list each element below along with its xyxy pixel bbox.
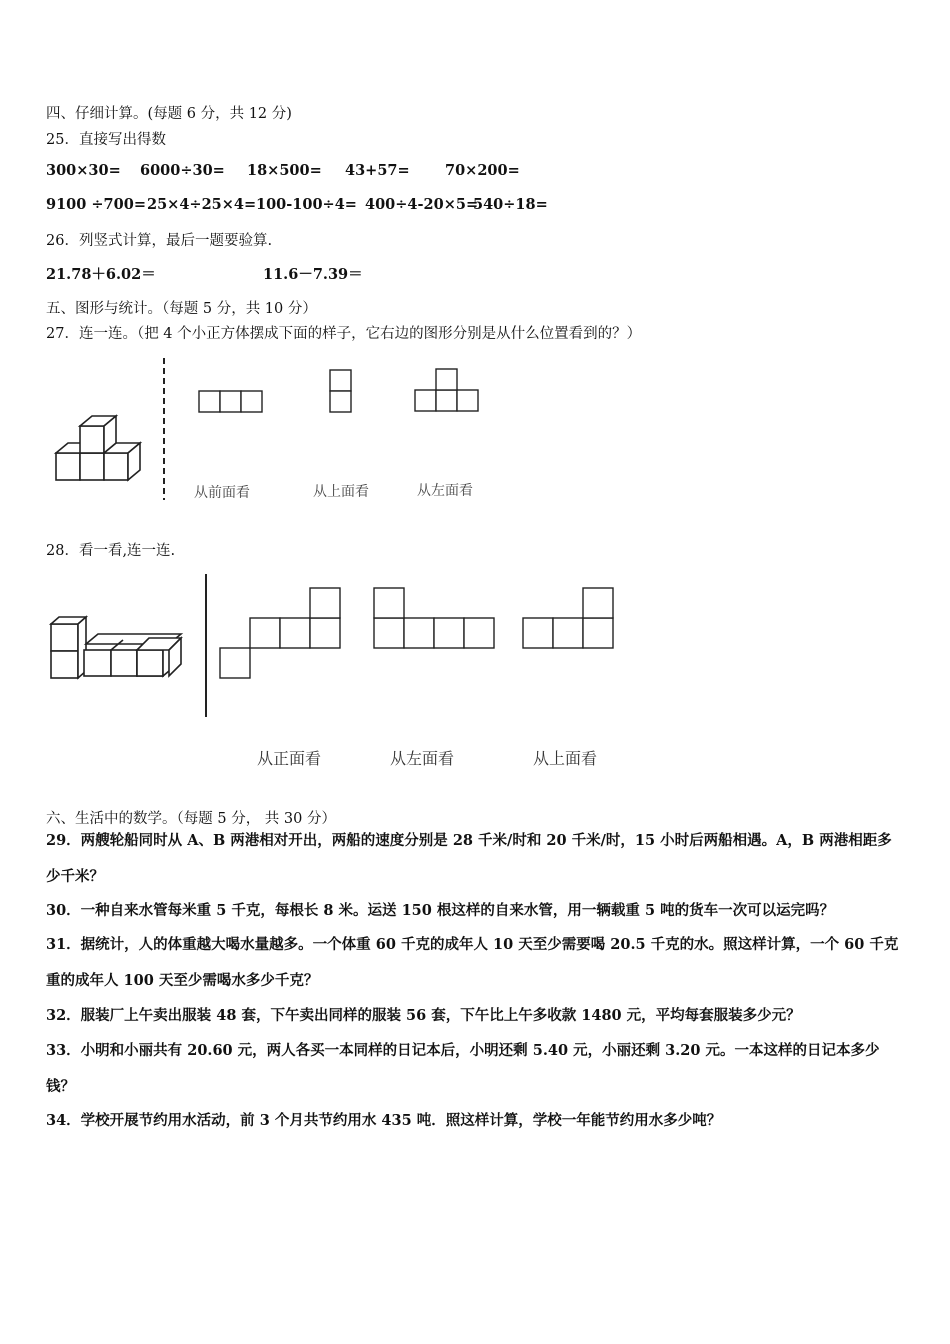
- calc-item: 300×30=: [46, 162, 121, 179]
- cube-row-drawing: [51, 617, 181, 678]
- question-25: 25．直接写出得数: [46, 132, 166, 148]
- question-34: 34．学校开展节约用水活动，前 3 个月共节约用水 435 吨．照这样计算，学校一年能节约用水多少吨？: [46, 1112, 722, 1129]
- question-32: 32．服装厂上午卖出服装 48 套，下午卖出同样的服装 56 套，下午比上午多收款 1480 元，平均每套服装多少元？: [46, 1007, 801, 1024]
- section4-heading: 四、仔细计算。(每题 6 分，共 12 分): [46, 106, 292, 122]
- calc-item: 43+57=: [345, 162, 410, 179]
- calc-item: 400÷4-20×5=: [365, 196, 479, 213]
- calc-item: 9100 ÷700=: [46, 196, 146, 213]
- q28-caption-front: 从正面看: [257, 749, 322, 768]
- question-26: 26．列竖式计算，最后一题要验算.: [46, 233, 273, 249]
- question-28: 28．看一看,连一连.: [46, 543, 176, 559]
- view-front-three-row: [199, 391, 262, 412]
- question-31: 31．据统计，人的体重越大喝水量越多。一个体重 60 千克的成年人 10 天至少需要喝 20.5 千克的水。照这样计算，一个 60 千克重的成年人 100 天至少需喝水多少千克？: [46, 936, 899, 989]
- view-staircase: [220, 588, 340, 678]
- section6-heading: 六、生活中的数学。（每题 5 分， 共 30 分）: [46, 811, 336, 827]
- calc-item: 25×4÷25×4=: [147, 196, 257, 213]
- vertical-calc-item: 21.78＋6.02＝: [46, 266, 156, 283]
- section5-heading: 五、图形与统计。（每题 5 分，共 10 分）: [46, 301, 317, 317]
- calc-item: 6000÷30=: [140, 162, 225, 179]
- view-two-stacked: [330, 370, 351, 412]
- calc-item: 70×200=: [445, 162, 520, 179]
- view-l-shape: [374, 588, 494, 648]
- calc-item: 100-100÷4=: [256, 196, 357, 213]
- view-reverse-l-shape: [523, 588, 613, 648]
- question-33: 33．小明和小丽共有 20.60 元，两人各买一本同样的日记本后，小明还剩 5.40 元，小丽还剩 3.20 元。一本这样的日记本多少钱？: [46, 1042, 880, 1095]
- q27-caption-front: 从前面看: [194, 485, 250, 501]
- calc-item: 540÷18=: [473, 196, 548, 213]
- q28-caption-left: 从左面看: [390, 749, 455, 768]
- view-three-row-one-top: [415, 369, 478, 411]
- calc-item: 18×500=: [247, 162, 322, 179]
- q27-caption-top: 从上面看: [313, 484, 369, 500]
- q27-caption-left: 从左面看: [417, 483, 473, 499]
- question-27: 27．连一连。（把 4 个小正方体摆成下面的样子，它右边的图形分别是从什么位置看到的？）: [46, 326, 642, 342]
- q28-caption-top: 从上面看: [533, 749, 598, 768]
- q28-figure: [46, 572, 626, 722]
- question-29: 29．两艘轮船同时从 A、B 两港相对开出，两船的速度分别是 28 千米/时和 20 千米/时，15 小时后两船相遇。A，B 两港相距多少千米？: [46, 832, 892, 885]
- vertical-calc-item: 11.6－7.39＝: [263, 266, 363, 283]
- question-30: 30．一种自来水管每米重 5 千克，每根长 8 米。运送 150 根这样的自来水管，用一辆载重 5 吨的货车一次可以运完吗？: [46, 902, 835, 919]
- cube-stack-drawing: [56, 416, 140, 480]
